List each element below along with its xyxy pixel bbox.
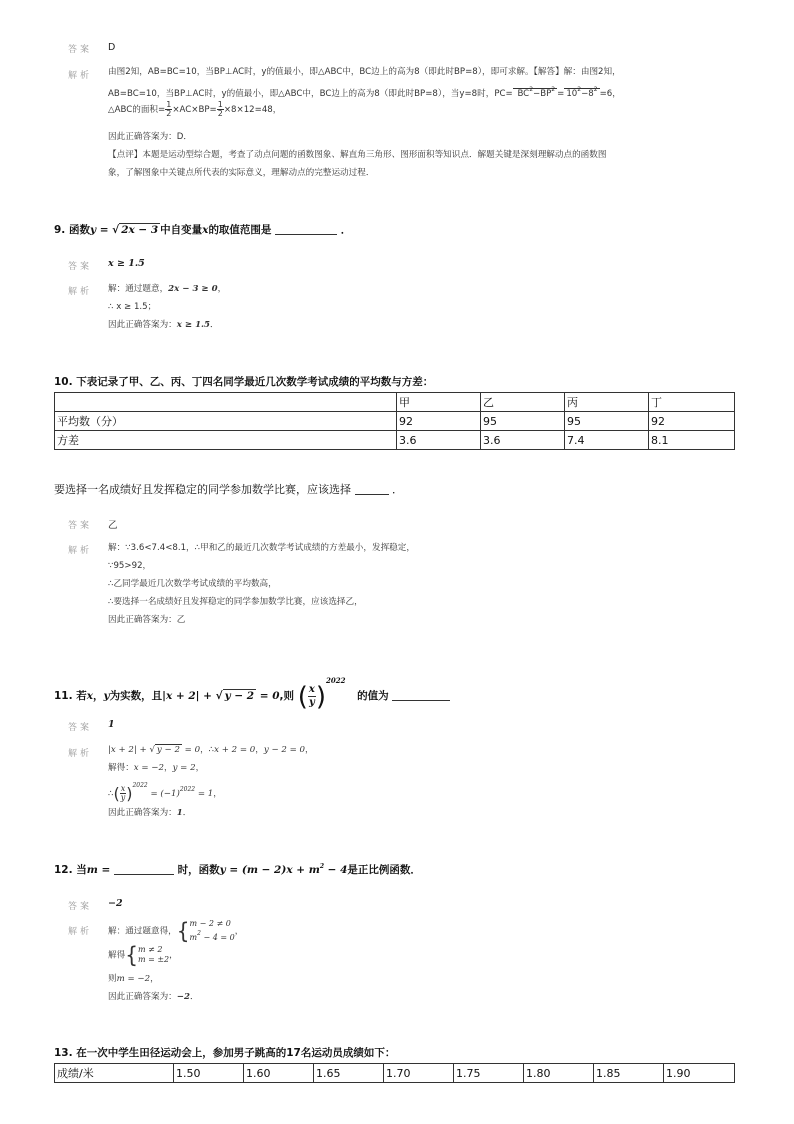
q10-solution-line-3: ∴乙同学最近几次数学考试成绩的平均数高，: [108, 579, 277, 589]
q11-answer-blank[interactable]: [392, 690, 450, 701]
q12-solution-line-3: 则m = −2，: [108, 974, 159, 984]
q12-answer: −2: [108, 898, 123, 909]
analysis-label: 解析: [68, 71, 93, 81]
table-cell: 95: [481, 412, 565, 431]
answer-label: 答案: [68, 262, 93, 272]
table-cell: 3.6: [481, 431, 565, 450]
table-cell: 92: [649, 412, 735, 431]
q8-solution-line-2: AB=BC=10，当BP⊥AC时，y的值最小，即△ABC中，BC边上的高为8（即此时BP=8），当y=8时，$PC= BC^2-BP^2 = 10^2-8^2 =6$，: [108, 86, 621, 99]
table-cell: 92: [397, 412, 481, 431]
analysis-label: 解析: [68, 546, 93, 556]
table-cell: 成绩/米: [55, 1064, 174, 1083]
table-cell: 方差: [55, 431, 397, 450]
q13-stem: 13. 在一次中学生田径运动会上，参加男子跳高的17名运动员成绩如下：: [54, 1047, 396, 1059]
table-cell: 丁: [649, 393, 735, 412]
q9-solution-line-2: ∴ x ≥ 1.5；: [108, 302, 157, 312]
table-cell: 1.50: [174, 1064, 244, 1083]
table-row: [55, 1064, 735, 1083]
q12-answer-blank[interactable]: [114, 864, 174, 875]
q11-solution-line-1: |x + 2| + √ y − 2 = 0，∴x + 2 = 0，y − 2 = 0，: [108, 745, 314, 755]
answer-label: 答案: [68, 521, 93, 531]
q10-question: 要选择一名成绩好且发挥稳定的同学参加数学比赛，应该选择 ．: [54, 483, 403, 496]
table-row: [55, 393, 735, 412]
table-cell: 甲: [397, 393, 481, 412]
q10-solution-line-2: ∵95>92，: [108, 561, 152, 571]
q9-stem: 9. 函数y = √ 2x − 3 中自变量x的取值范围是 ．: [54, 224, 352, 236]
table-cell: 3.6: [397, 431, 481, 450]
table-cell: 8.1: [649, 431, 735, 450]
table-cell: 1.65: [314, 1064, 384, 1083]
q9-answer-blank[interactable]: [275, 224, 337, 235]
table-cell: 95: [565, 412, 649, 431]
q13-score-table: [54, 1063, 735, 1083]
q8-answer: D: [108, 42, 116, 53]
q11-solution-line-3: ∴( $\frac{x}{y}$ )$^{2022} = (-1)^{2022} = 1$，: [108, 782, 222, 803]
q11-answer: 1: [108, 719, 115, 730]
analysis-label: 解析: [68, 927, 93, 937]
answer-label: 答案: [68, 45, 93, 55]
table-cell: 乙: [481, 393, 565, 412]
analysis-label: 解析: [68, 749, 93, 759]
q8-comment-line-1: 【点评】本题是运动型综合题，考查了动点问题的函数图象、解直角三角形、图形面积等知识点．解题关键是深刻理解动点的函数图: [108, 150, 607, 160]
answer-label: 答案: [68, 723, 93, 733]
table-cell: 1.90: [664, 1064, 735, 1083]
q11-stem: 11. 若x，y为实数，且|x + 2| + √ y − 2 = 0,则 ( $\frac{x}{y}$ )$^{2022}$ 的值为: [54, 676, 450, 712]
table-cell: 1.80: [524, 1064, 594, 1083]
table-cell: 1.75: [454, 1064, 524, 1083]
q10-answer: 乙: [108, 520, 118, 531]
q10-answer-blank[interactable]: [355, 484, 389, 495]
table-row: [55, 412, 735, 431]
q10-score-table: [54, 392, 735, 450]
q9-solution-line-1: 解：通过题意，2x − 3 ≥ 0，: [108, 284, 227, 294]
table-cell: [55, 393, 397, 412]
table-cell: 1.60: [244, 1064, 314, 1083]
q12-solution-line-2: 解得{ m ≠ 2 m = ±2 ，: [108, 941, 178, 969]
table-row: [55, 431, 735, 450]
q8-solution-line-3: △ABC的面积= $\frac{1}{2}$ ×AC×BP= $\frac{1}{2}$ ×8×12=48，: [108, 100, 282, 118]
q10-stem: 10. 下表记录了甲、乙、丙、丁四名同学最近几次数学考试成绩的平均数与方差：: [54, 376, 434, 388]
table-cell: 7.4: [565, 431, 649, 450]
q12-solution-line-4: 因此正确答案为：−2．: [108, 992, 199, 1002]
answer-label: 答案: [68, 902, 93, 912]
q8-solution-line-4: 因此正确答案为：D．: [108, 132, 192, 142]
q9-answer: x ≥ 1.5: [108, 258, 145, 269]
analysis-label: 解析: [68, 287, 93, 297]
q12-solution-line-1: 解：通过题意得，{ m − 2 ≠ 0 $m^2 - 4 = 0$ ，: [108, 917, 244, 945]
q8-solution-line-1: 由图2知，AB=BC=10，当BP⊥AC时，y的值最小，即△ABC中，BC边上的高为8（即此时BP=8），即可求解。【解答】解：由图2知，: [108, 67, 621, 77]
q8-comment-line-2: 象，了解图象中关键点所代表的实际意义，理解动点的完整运动过程．: [108, 168, 375, 178]
q11-solution-line-4: 因此正确答案为：1．: [108, 808, 192, 818]
q9-solution-line-3: 因此正确答案为：x ≥ 1.5．: [108, 320, 219, 330]
q10-solution-line-1: 解：∵3.6<7.4<8.1，∴甲和乙的最近几次数学考试成绩的方差最小，发挥稳定，: [108, 543, 415, 553]
table-cell: 1.70: [384, 1064, 454, 1083]
table-cell: 丙: [565, 393, 649, 412]
q10-solution-line-4: ∴要选择一名成绩好且发挥稳定的同学参加数学比赛，应该选择乙，: [108, 597, 363, 607]
table-cell: 平均数（分）: [55, 412, 397, 431]
q10-solution-line-5: 因此正确答案为：乙: [108, 615, 186, 625]
q12-stem: 12. 当m = 时，函数$y = (m - 2)x + m^2 - 4$是正比例函数．: [54, 863, 421, 876]
table-cell: 1.85: [594, 1064, 664, 1083]
q11-solution-line-2: 解得：x = −2，y = 2，: [108, 763, 205, 773]
